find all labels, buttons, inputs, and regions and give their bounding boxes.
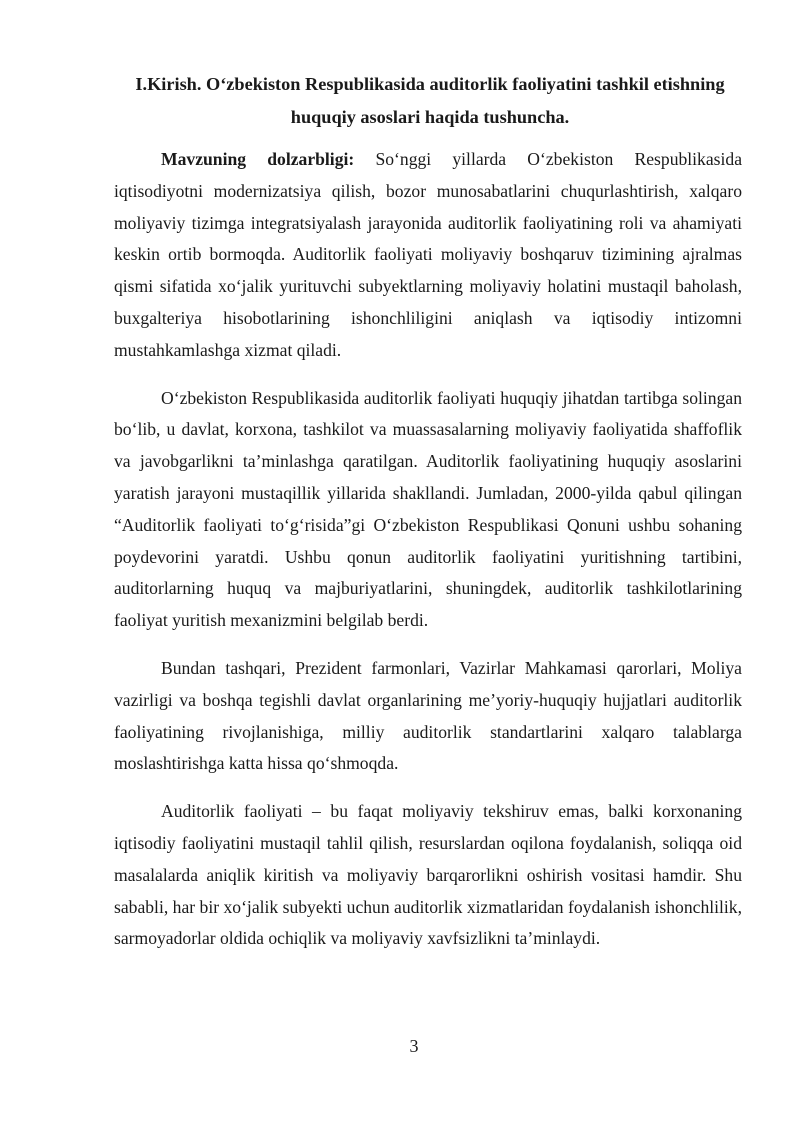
section-title-line-2: huquqiy asoslari haqida tushuncha.	[290, 107, 570, 127]
paragraph-relevance	[114, 144, 742, 367]
paragraph-audit-role: Auditorlik faoliyati – bu faqat moliyaviy tekshiruv emas, balki korxonaning iqtisodiy faoliyatini mustaqil tahlil qilish, resurslardan oqilona foydalanish, soliqqa oid masalalarda aniqlik kiritish va moliyaviy barqarorlikni oshirish vositasi hamdir. Shu sababli, har bir xo‘jalik subyekti uchun auditorlik xizmatlaridan foydalanish ishonchlilik, sarmoyadorlar oldida ochiqlik va moliyaviy xavfsizlikni ta’minlaydi.	[114, 801, 742, 949]
paragraph-text: So‘nggi yillarda O‘zbekiston Respublikasida iqtisodiyotni modernizatsiya qilish, bozor munosabatlarini chuqurlashtirish, xalqaro moliyaviy tizimga integratsiyalash jarayonida auditorlik faoliyatining roli va ahamiyati keskin ortib bormoqda. Auditorlik faoliyati moliyaviy boshqaruv tizimining ajralmas qismi sifatida xo‘jalik yurituvchi subyektlarning moliyaviy holatini mustaqil baholash, buxgalteriya hisobotlarining ishonchliligini aniqlash va iqtisodiy intizomni mustahkamlashga xizmat qiladi.	[114, 149, 743, 360]
section-title-line-1: I.Kirish. O‘zbekiston Respublikasida auditorlik faoliyatini tashkil etishning	[135, 74, 725, 94]
paragraph-regulations: Bundan tashqari, Prezident farmonlari, Vazirlar Mahkamasi qarorlari, Moliya vazirligi va boshqa tegishli davlat organlarining me’yoriy-huquqiy hujjatlari auditorlik faoliyatining rivojlanishiga, milliy auditorlik standartlarini xalqaro talablarga moslashtirishga katta hissa qo‘shmoqda.	[114, 657, 742, 774]
paragraph-lead-label: Mavzuning dolzarbligi:	[161, 149, 355, 169]
paragraph-legal-basis: O‘zbekiston Respublikasida auditorlik faoliyati huquqiy jihatdan tartibga solingan bo‘lib, u davlat, korxona, tashkilot va muassasalarning moliyaviy faoliyatida shaffoflik va javobgarlikni ta’minlashga qaratilgan. Auditorlik faoliyatining huquqiy asoslarini yaratish jarayoni mustaqillik yillarida shakllandi. Jumladan, 2000-yilda qabul qilingan “Auditorlik faoliyati to‘g‘risida”gi O‘zbekiston Respublikasi Qonuni ushbu sohaning poydevorini yaratdi. Ushbu qonun auditorlik faoliyatini yuritishning tartibini, auditorlarning huquq va majburiyatlarini, shuningdek, auditorlik tashkilotlarining faoliyat yuritish mexanizmini belgilab berdi.	[114, 387, 742, 631]
section-title	[114, 68, 742, 134]
page-number: 3	[409, 1036, 419, 1056]
document-page	[114, 68, 742, 955]
